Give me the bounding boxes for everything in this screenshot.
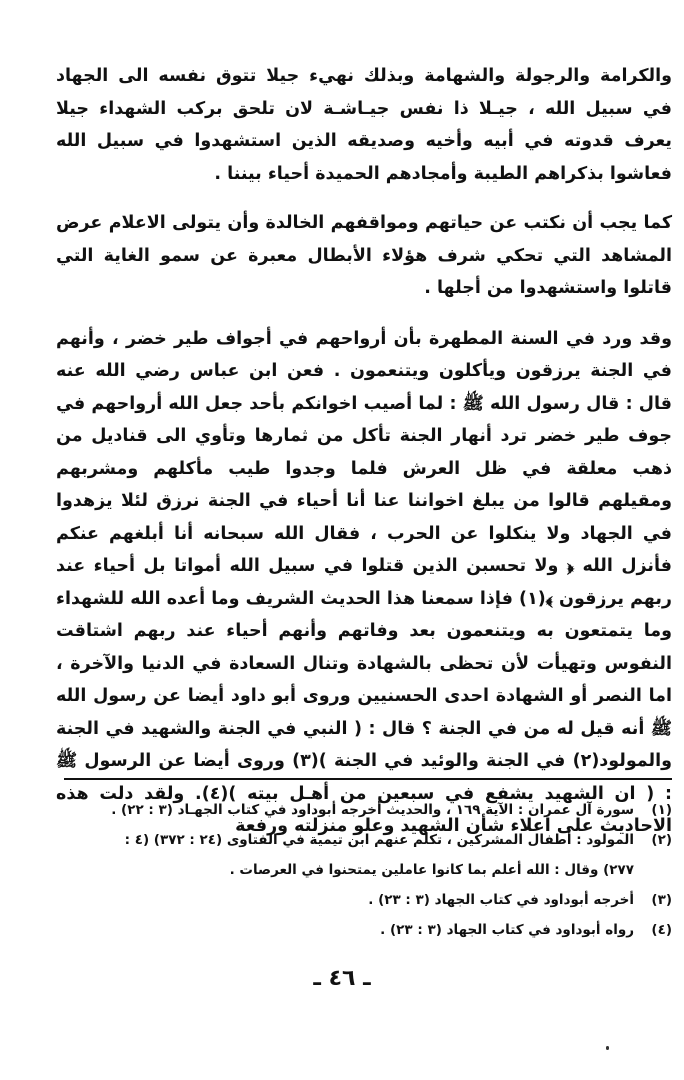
footnote-text: رواه أبوداود في كتاب الجهاد (٣ : ٢٣) . [380,922,634,938]
footnote-text: أخرجه أبوداود في كتاب الجهاد (٣ : ٢٣) . [368,892,634,908]
book-page [56,60,672,853]
footnotes [90,795,672,945]
paragraph-2-text: كما يجب أن نكتب عن حياتهم ومواقفهم الخالدة وأن يتولى الاعلام عرض المشاهد التي تحكي شرف هؤلاء الأبطال معبرة عن سمو الغاية التي قاتلوا واستشهدوا من أجلها . [56,213,672,298]
footnote-4 [90,915,672,945]
footnote-number: (٣) [651,892,672,908]
paragraph-1-text: والكرامة والرجولة والشهامة وبذلك نهيء جيلا تتوق نفسه الى الجهاد في سبيل الله ، جيـلا ذا نفس جيـاشـة لان تلحق بركب الشهداء جيلا يعرف قدوته في أبيه وأخيه وصديقه الذين استشهدوا في سبيل الله فعاشوا بذكراهم الطيبة وأمجادهم الحميدة أحياء بيننا . [56,66,672,184]
footnote-number: (٢) [651,832,672,848]
footnote-number: (١) [651,802,672,818]
footnote-1 [90,795,672,825]
footnote-text: المولود : أطفال المشركين ، تكلم عنهم ابن تيمية في الفتاوى (٢٤ : ٣٧٢) (٤ : ٢٧٧) وقال : الله أعلم بما كانوا عاملين يمتحنوا في العرصات . [124,832,634,878]
footnote-text: سورة آل عمران : الآية ١٦٩ ، والحديث أخرجه أبوداود في كتاب الجهـاد (٣ : ٢٢) . [111,802,634,818]
footnote-3 [90,885,672,915]
paragraph-2 [56,207,672,305]
footnote-2 [90,825,672,885]
paragraph-1 [56,60,672,190]
footnote-number: (٤) [651,922,672,938]
footnote-divider [64,778,672,780]
paragraph-3 [56,323,672,843]
page-number: ـ ٤٦ ـ [313,966,371,991]
scan-speck [606,1046,609,1050]
paragraph-3-text: وقد ورد في السنة المطهرة بأن أرواحهم في أجواف طير خضر ، وأنهم في الجنة يرزقون ويأكلون ويتنعمون . فعن ابن عباس رضي الله عنه قال : قال رسول الله ﷺ : لما أصيب اخوانكم بأحد جعل الله أرواحهم في جوف طير خضر ترد أنهار الجنة تأكل من ثمارها وتأوي الى قناديل من ذهب معلقة في ظل العرش فلما وجدوا طيب مأكلهم ومشربهم ومقيلهم قالوا من يبلغ اخواننا عنا أنا أحياء في الجنة نرزق لئلا يزهدوا في الجهاد ولا ينكلوا عن الحرب ، فقال الله سبحانه أنا أبلغهم عنكم فأنزل الله ﴿ ولا تحسبن الذين قتلوا في سبيل الله أمواتا بل أحياء عند ربهم يرزقون ﴾(١) فإذا سمعنا هذا الحديث الشريف وما أعده الله للشهداء وما يتمتعون به ويتنعمون بعد وفاتهم وأنهم أحياء عند ربهم اشتاقت النفوس وتهيأت لأن تحظى بالشهادة وتنال السعادة في الدنيا والآخرة ، اما النصر أو الشهادة احدى الحسنيين وروى أبو داود أيضا عن رسول الله ﷺ أنه قيل له من في الجنة ؟ قال : ( النبي في الجنة والشهيد في الجنة والمولود(٢) في الجنة والوئيد في الجنة )(٣) وروى أيضا عن الرسول ﷺ : ( ان الشهيد يشفع في سبعين من أهـل بيته )(٤). ولقد دلت هذه الاحاديث على اعلاء شأن الشهيد وعلو منزلته ورفعة [56,328,673,836]
